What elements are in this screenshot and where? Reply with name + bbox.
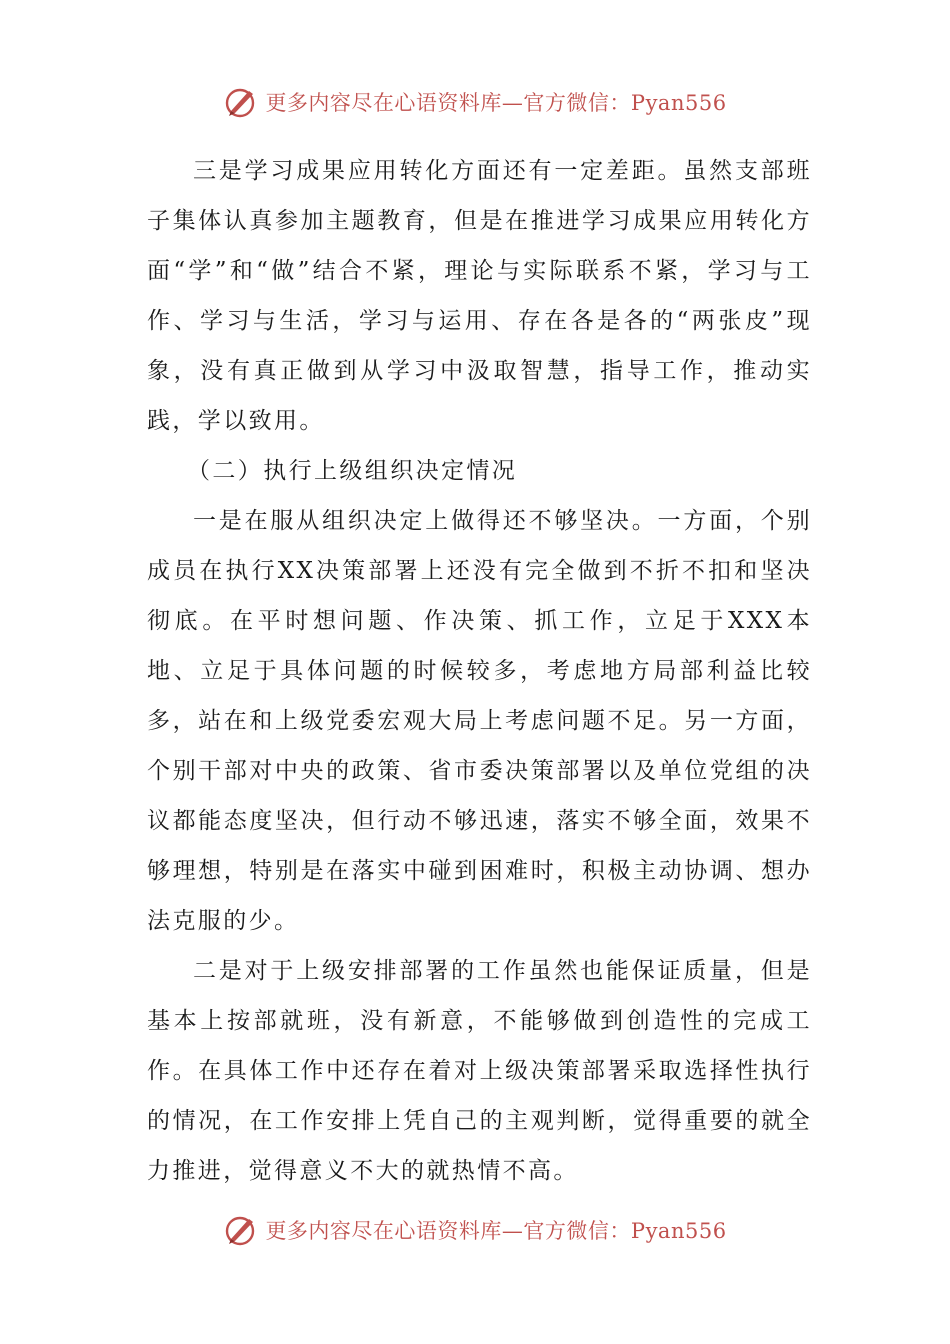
paragraph-organization-decisions: 一是在服从组织决定上做得还不够坚决。一方面，个别成员在执行XX决策部署上还没有完全做到不折不扣和坚决彻底。在平时想问题、作决策、抓工作，立足于XXX本地、立足于具体问题的时候较多，考虑地方局部利益比较多，站在和上级党委宏观大局上考虑问题不足。另一方面，个别干部对中央的政策、省市委决策部署以及单位党组的决议都能态度坚决，但行动不够迅速，落实不够全面，效果不够理想，特别是在落实中碰到困难时，积极主动协调、想办法克服的少。 [147,508,812,934]
footer-watermark [0,1208,950,1252]
paragraph-study-results: 三是学习成果应用转化方面还有一定差距。虽然支部班子集体认真参加主题教育，但是在推进学习成果应用转化方面“学”和“做”结合不紧，理论与实际联系不紧，学习与工作、学习与生活，学习与运用、存在各是各的“两张皮”现象，没有真正做到从学习中汲取智慧，指导工作，推动实践，学以致用。 [147,158,812,434]
pen-in-circle-logo-icon [223,1212,259,1248]
section-heading: （二）执行上级组织决定情况 [187,458,518,484]
document-body [147,146,812,1196]
pen-in-circle-logo-icon [223,84,259,120]
header-watermark [0,80,950,124]
watermark-text: 更多内容尽在心语资料库—官方微信：Pyan556 [265,91,727,115]
paragraph-work-arrangements: 二是对于上级安排部署的工作虽然也能保证质量，但是基本上按部就班，没有新意，不能够做到创造性的完成工作。在具体工作中还存在着对上级决策部署采取选择性执行的情况，在工作安排上凭自己的主观判断，觉得重要的就全力推进，觉得意义不大的就热情不高。 [147,958,812,1184]
watermark-text: 更多内容尽在心语资料库—官方微信：Pyan556 [265,1219,727,1243]
